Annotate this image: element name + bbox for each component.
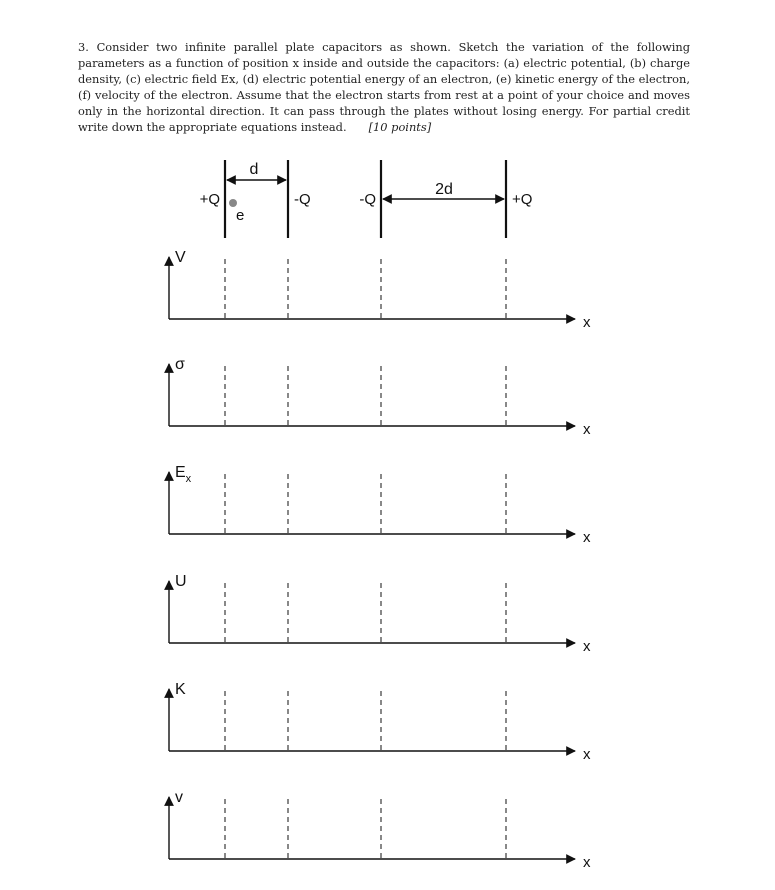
points-label: [10 points] xyxy=(368,119,432,134)
sketch-axes xyxy=(169,249,591,871)
charge-label-minus-q-left: -Q xyxy=(294,191,311,208)
charge-label-minus-q-right: -Q xyxy=(359,191,376,208)
x-axis-label: x xyxy=(583,746,591,763)
x-axis-label: x xyxy=(583,529,591,546)
charge-label-plus-q-right: +Q xyxy=(512,191,533,208)
y-axis-label: v xyxy=(175,789,183,806)
axes-panel-2 xyxy=(169,356,591,438)
y-axis-label: σ xyxy=(175,356,185,373)
axes-panel-1 xyxy=(169,249,591,331)
y-axis-label: $E_x$ xyxy=(175,464,192,485)
problem-text: 3. Consider two infinite parallel plate capacitors as shown. Sketch the variation of the following parameters as a function of position x inside and outside the capacitors: (a) electric potential, (b) charge density, (c) electric field Ex, (d) electric potential energy of an electron, (e) kinetic energy of the electron, (f) velocity of the electron. Assume that the electron starts from rest at a point of your choice and moves only in the horizontal direction. It can pass through the plates without losing energy. For partial credit write down the appropriate equations instead. xyxy=(78,40,690,134)
y-axis-label: U xyxy=(175,573,187,590)
y-axis-label: K xyxy=(175,681,186,698)
x-axis-label: x xyxy=(583,314,591,331)
axes-panel-3 xyxy=(169,464,591,546)
axes-panel-5 xyxy=(169,681,591,763)
gap-label-d: d xyxy=(249,161,259,178)
charge-label-plus-q-left: +Q xyxy=(199,191,220,208)
electron-dot xyxy=(229,199,237,207)
axes-panel-4 xyxy=(169,573,591,655)
gap-label-2d: 2d xyxy=(435,181,453,198)
x-axis-label: x xyxy=(583,854,591,871)
y-axis-subscript: x xyxy=(185,473,192,485)
electron-label: e xyxy=(236,207,245,224)
x-axis-label: x xyxy=(583,421,591,438)
y-axis-label: V xyxy=(175,249,186,266)
axes-panel-6 xyxy=(169,789,591,871)
x-axis-label: x xyxy=(583,638,591,655)
